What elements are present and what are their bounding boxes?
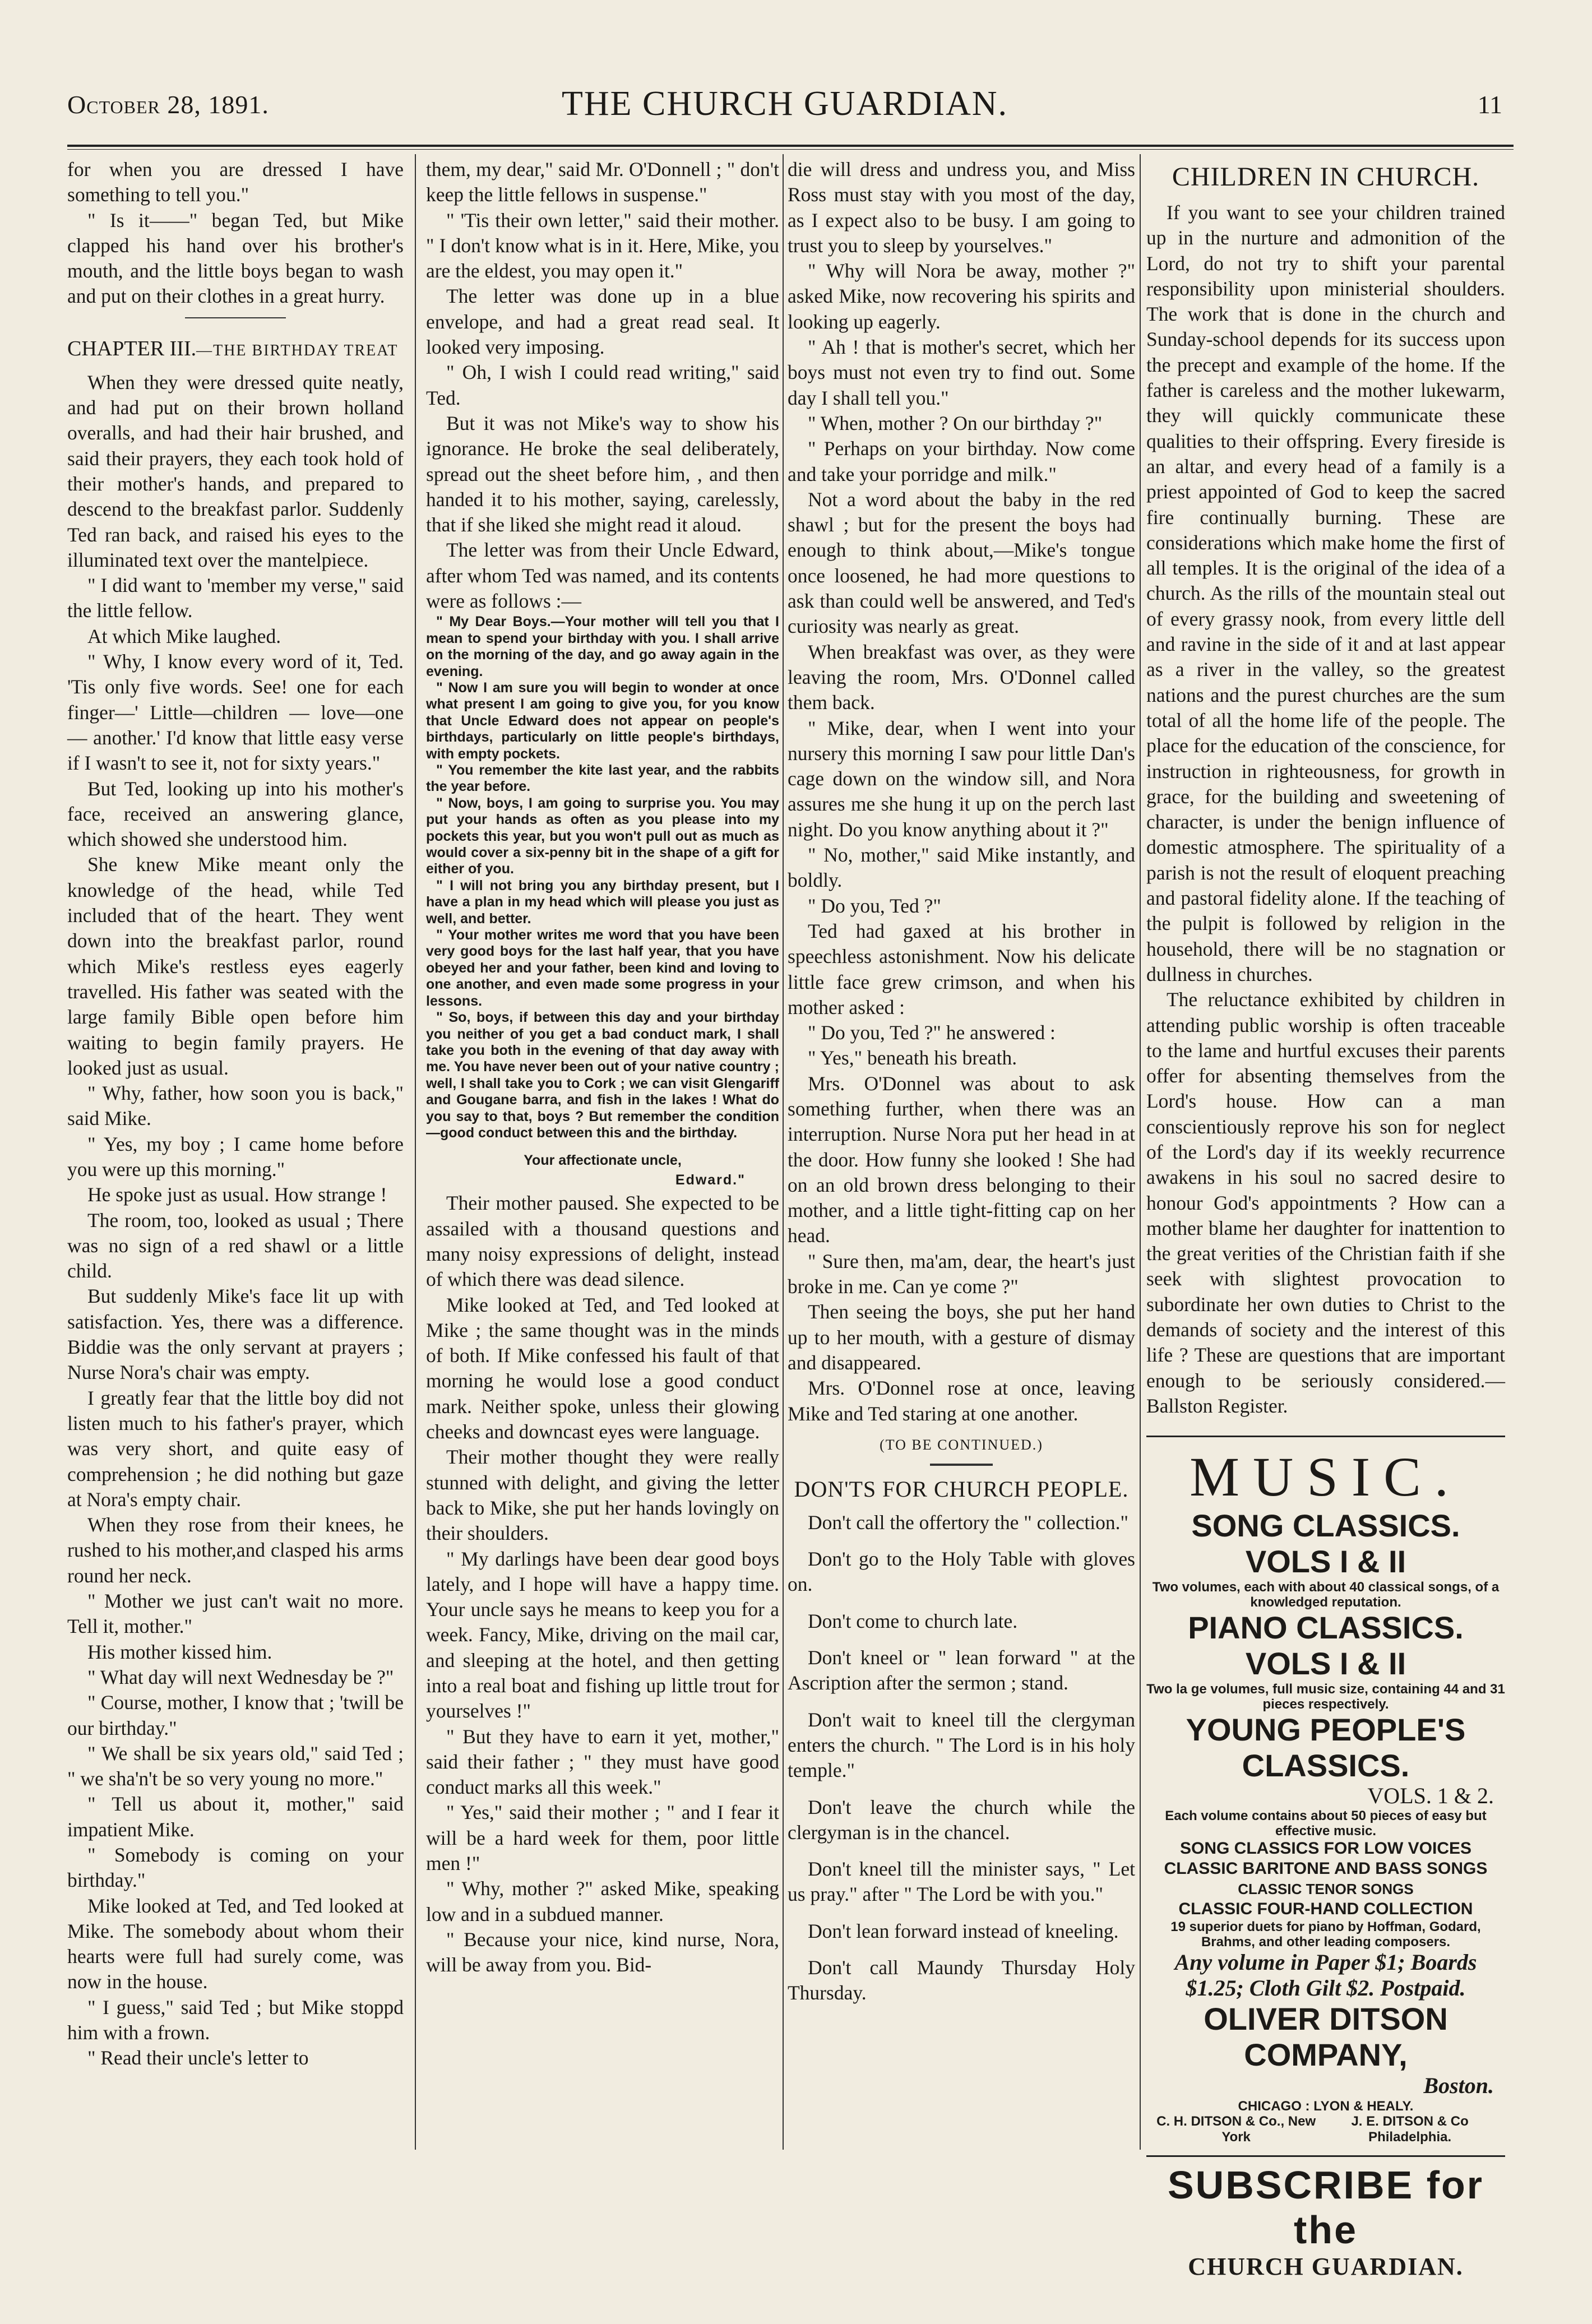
donts-heading: DON'TS FOR CHURCH PEOPLE. bbox=[794, 1476, 1129, 1502]
letter-paragraph: " My Dear Boys.—Your mother will tell you that I mean to spend your birthday with you. I shall arrive on the morning of the day, and go away again in the evening. bbox=[426, 614, 779, 679]
ad-line: CLASSIC TENOR SONGS bbox=[1238, 1881, 1414, 1898]
paragraph: " Do you, Ted ?" he answered : bbox=[808, 1021, 1056, 1044]
paragraph: " Yes, my boy ; I came home before you were up this morning." bbox=[67, 1132, 404, 1180]
paragraph: " When, mother ? On our birthday ?" bbox=[808, 411, 1103, 434]
ad-line: 19 superior duets for piano by Hoffman, Godard, Brahms, and other leading composers. bbox=[1170, 1919, 1481, 1950]
chapter-heading bbox=[67, 335, 404, 364]
paragraph: When they were dressed quite neatly, and had put on their brown holland overalls, and had their hair brushed, and said their prayers, they each took hold of their mother's hands, and prepared to descend to the breakfast parlor. Suddenly Ted ran back, and raised his eyes to the illuminated text over the mantelpiece. bbox=[67, 371, 404, 571]
paragraph: " No, mother," said Mike instantly, and boldly. bbox=[788, 844, 1135, 892]
column-4 bbox=[1146, 157, 1505, 2281]
column-divider bbox=[415, 154, 416, 2150]
paragraph: " 'Tis their own letter," said their mother. " I don't know what is in it. Here, Mike, you are the eldest, you may open it." bbox=[426, 209, 779, 283]
letter-paragraph: " I will not bring you any birthday present, but I have a plan in my head which will please you just as well, and better. bbox=[426, 877, 779, 927]
ad-line: CLASSIC FOUR-HAND COLLECTION bbox=[1178, 1900, 1473, 1919]
dont-item: Don't call Maundy Thursday Holy Thursday. bbox=[788, 1956, 1135, 2004]
dont-item: Don't come to church late. bbox=[808, 1609, 1018, 1632]
paragraph: But it was not Mike's way to show his ignorance. He broke the seal deliberately, spread out the sheet before him, , and then handed it to his mother, saying, carelessly, that if she liked she might read it aloud. bbox=[426, 411, 779, 536]
paragraph: " Mother we just can't wait no more. Tell it, mother." bbox=[67, 1590, 404, 1638]
paragraph: Their mother paused. She expected to be assailed with a thousand questions and many noisy expressions of delight, instead of which there was dead silence. bbox=[426, 1192, 779, 1291]
ad-line: Two volumes, each with about 40 classical songs, of a knowledged reputation. bbox=[1152, 1580, 1500, 1610]
letter-paragraph: " So, boys, if between this day and your birthday you neither of you get a bad conduct mark, I shall take you both in the evening of that day away with me. You have never been out of your native country ; well, I shall take you to Cork ; we can visit Glengariff and Gougane barra, and fish in the lakes ! What do you say to that, boys ? But remember the condition —good conduct between this and the birthday. bbox=[426, 1010, 779, 1141]
ad-line: SONG CLASSICS. VOLS I & II bbox=[1191, 1508, 1460, 1580]
paragraph: He spoke just as usual. How strange ! bbox=[87, 1183, 387, 1206]
column-3-story bbox=[788, 157, 1135, 2141]
paragraph: " I guess," said Ted ; but Mike stoppd him with a frown. bbox=[67, 1996, 404, 2044]
letter-signature: Edward." bbox=[675, 1172, 746, 1188]
dont-item: Don't call the offertory the " collection." bbox=[808, 1511, 1128, 1534]
issue-date: October 28, 1891. bbox=[67, 90, 269, 119]
paragraph: I greatly fear that the little boy did not listen much to his father's prayer, which was very short, and quite easy of comprehension ; he did nothing but gaze at Nora's empty chair. bbox=[67, 1386, 404, 1511]
header-rule bbox=[67, 145, 1514, 147]
dont-item: Don't kneel or " lean forward " at the Ascription after the sermon ; stand. bbox=[788, 1646, 1135, 1695]
paragraph: Not a word about the baby in the red shawl ; but for the present the boys had enough to think about,—Mike's tongue once loosened, he had more questions to ask than could well be answered, and Ted's curiosity was nearly as great. bbox=[788, 488, 1135, 638]
paragraph: " What day will next Wednesday be ?" bbox=[87, 1665, 394, 1688]
paragraph: The room, too, looked as usual ; There was no sign of a red shawl or a little child. bbox=[67, 1209, 404, 1283]
dont-item: Don't go to the Holy Table with gloves on. bbox=[788, 1548, 1135, 1596]
header-rule-thin bbox=[67, 149, 1514, 150]
chapter-number: CHAPTER III. bbox=[67, 336, 197, 360]
ad-line: YOUNG PEOPLE'S CLASSICS. bbox=[1186, 1712, 1466, 1784]
dont-item: Don't leave the church while the clergyman is in the chancel. bbox=[788, 1795, 1135, 1844]
paragraph: Mike looked at Ted, and Ted looked at Mike. The somebody about whom their hearts were full had surely come, was now in the house. bbox=[67, 1894, 404, 1993]
paragraph: " Yes," said their mother ; " and I fear it will be a hard week for them, poor little men !" bbox=[426, 1801, 779, 1875]
paragraph: When they rose from their knees, he rushed to his mother,and clasped his arms round her neck. bbox=[67, 1513, 404, 1587]
ornament-rule bbox=[930, 1464, 993, 1466]
paragraph: " Yes," beneath his breath. bbox=[808, 1047, 1017, 1070]
paragraph: " I did want to 'member my verse," said the little fellow. bbox=[67, 574, 404, 622]
ad-address-ny: C. H. DITSON & Co., New York bbox=[1156, 2114, 1316, 2145]
paragraph: for when you are dressed I have something to tell you." bbox=[67, 158, 404, 206]
paragraph: them, my dear," said Mr. O'Donnell ; " don't keep the little fellows in suspense." bbox=[426, 158, 779, 206]
ad-line: Two la ge volumes, full music size, containing 44 and 31 pieces respectively. bbox=[1146, 1682, 1505, 1712]
column-1-story bbox=[67, 157, 404, 2141]
paragraph: Ted had gaxed at his brother in speechless astonishment. Now his delicate little face grew crimson, and when his mother asked : bbox=[788, 919, 1135, 1019]
paragraph: " Why, father, how soon you is back," said Mike. bbox=[67, 1082, 404, 1130]
paragraph: Then seeing the boys, she put her hand up to her mouth, with a gesture of dismay and disappeared. bbox=[788, 1300, 1135, 1374]
ad-line: SONG CLASSICS FOR LOW VOICES bbox=[1179, 1839, 1472, 1858]
music-advertisement bbox=[1146, 1436, 1505, 2281]
paragraph: " Somebody is coming on your birthday." bbox=[67, 1844, 404, 1892]
ad-publisher: OLIVER DITSON COMPANY, bbox=[1204, 2001, 1448, 2073]
paragraph: " Oh, I wish I could read writing," said Ted. bbox=[426, 361, 779, 409]
ad-address-philadelphia: J. E. DITSON & Co Philadelphia. bbox=[1351, 2114, 1469, 2145]
paragraph: The letter was from their Uncle Edward, after whom Ted was named, and its contents were as follows :— bbox=[426, 539, 779, 613]
paragraph: If you want to see your children trained up in the nurture and admonition of the Lord, do not try to shift your parental responsibility upon ministerial shoulders. The work that is done in the church and Sunday-school depends for its success upon the precept and example of the home. If the father is careless and the mother lukewarm, they will quickly communicate these qualities to their offspring. Every fireside is an altar, and every head of a family is a priest appointed of God to keep the sacred fire continually burning. These are considerations which make home the first of all temples. It is the original of the idea of a church. As the rills of the mountain steal out of every grassy nook, from every little dell and ravine in the side of it and at last appear as a river in the valley, so the greatest nations and the purest churches are the sum total of all the home life of the people. The place for the education of the conscience, for instruction in righteousness, for growth in grace, for the building and sweetening of character, is under the benign influence of domestic atmosphere. The spirituality of a parish is not the result of eloquent preaching and pastoral fidelity alone. If the teaching of the pulpit is followed by religion in the household, there will be no stagnation or dullness in churches. bbox=[1146, 201, 1505, 985]
paragraph: " Ah ! that is mother's secret, which her boys must not even try to find out. Some day I shall tell you." bbox=[788, 336, 1135, 409]
paragraph: But Ted, looking up into his mother's face, received an answering glance, which showed she understood him. bbox=[67, 777, 404, 851]
paragraph: His mother kissed him. bbox=[87, 1640, 272, 1663]
paragraph: " My darlings have been dear good boys lately, and I hope will have a happy time. Your uncle says he means to keep you for a week. Fancy, Mike, driving on the mail car, and sleeping at the hotel, and then getting into a real boat and fishing up little trout for yourselves !" bbox=[426, 1547, 779, 1723]
paragraph: " Course, mother, I know that ; 'twill be our birthday." bbox=[67, 1691, 404, 1739]
subscribe-banner: SUBSCRIBE for the bbox=[1146, 2155, 1505, 2252]
paragraph: " Do you, Ted ?" bbox=[808, 894, 941, 917]
section-separator bbox=[185, 317, 286, 318]
chapter-title: —THE BIRTHDAY TREAT bbox=[196, 341, 399, 359]
column-divider bbox=[783, 154, 784, 2150]
letter-paragraph: " Your mother writes me word that you have been very good boys for the last half year, that you have obeyed her and your father, been kind and loving to one another, and even made some progress in your lessons. bbox=[426, 927, 779, 1009]
dont-item: Don't kneel till the minister says, " Let us pray." after " The Lord be with you." bbox=[788, 1858, 1135, 1906]
ad-music-title: MUSIC. bbox=[1190, 1446, 1462, 1508]
paragraph: At which Mike laughed. bbox=[87, 624, 281, 647]
paragraph: Mrs. O'Donnel rose at once, leaving Mike and Ted staring at one another. bbox=[788, 1377, 1135, 1425]
paragraph: But suddenly Mike's face lit up with satisfaction. Yes, there was a difference. Biddie was the only servant at prayers ; Nurse Nora's chair was empty. bbox=[67, 1285, 404, 1384]
page-number: 11 bbox=[1477, 90, 1502, 119]
paragraph: " But they have to earn it yet, mother," said their father ; " they must have good conduct marks all this week." bbox=[426, 1725, 779, 1799]
dont-item: Don't wait to kneel till the clergyman enters the church. " The Lord is in his holy temple." bbox=[788, 1708, 1135, 1782]
uncle-letter bbox=[426, 614, 779, 1141]
page-header bbox=[67, 84, 1502, 146]
letter-closing: Your affectionate uncle, bbox=[524, 1152, 682, 1169]
paragraph: " Why, mother ?" asked Mike, speaking low and in a subdued manner. bbox=[426, 1877, 779, 1925]
paragraph: Mike looked at Ted, and Ted looked at Mike ; the same thought was in the minds of both. If Mike confessed his fault of that morning he would lose a good conduct mark. Neither spoke, unless their glowing cheeks and downcast eyes were language. bbox=[426, 1293, 779, 1443]
paragraph: die will dress and undress you, and Miss Ross must stay with you most of the day, as I expect also to be busy. I am going to trust you to sleep by yourselves." bbox=[788, 158, 1135, 257]
masthead-title: THE CHURCH GUARDIAN. bbox=[561, 85, 1008, 123]
ad-line: Each volume contains about 50 pieces of easy but effective music. bbox=[1165, 1808, 1487, 1839]
ad-addresses bbox=[1146, 2114, 1505, 2145]
letter-paragraph: " Now, boys, I am going to surprise you. You may put your hands as often as you please into my pockets this year, but you won't pull out as much as would cover a six-penny bit in the shape of a gift for either of you. bbox=[426, 795, 779, 877]
ad-line: CHICAGO : LYON & HEALY. bbox=[1238, 2099, 1414, 2114]
column-divider bbox=[1140, 154, 1141, 2150]
paragraph: " We shall be six years old," said Ted ; " we sha'n't be so very young no more." bbox=[67, 1742, 404, 1790]
children-in-church-heading: CHILDREN IN CHURCH. bbox=[1172, 162, 1480, 192]
paragraph: " Is it——" began Ted, but Mike clapped his hand over his brother's mouth, and the little boys began to wash and put on their clothes in a great hurry. bbox=[67, 209, 404, 308]
paragraph: " Why, I know every word of it, Ted. 'Tis only five words. See! one for each finger—' Little—children — love—one — another.' I'd know that little easy verse if I wasn't to see it, not for sixty years." bbox=[67, 650, 404, 775]
ad-line: PIANO CLASSICS. VOLS I & II bbox=[1188, 1610, 1464, 1682]
paragraph: When breakfast was over, as they were leaving the room, Mrs. O'Donnel called them back. bbox=[788, 640, 1135, 714]
dont-item: Don't lean forward instead of kneeling. bbox=[808, 1919, 1119, 1942]
paragraph: " Mike, dear, when I went into your nursery this morning I saw pour little Dan's cage down on the window sill, and Nora assures me she hung it up on the perch last night. Do you know anything about it ?" bbox=[788, 716, 1135, 841]
paragraph: " Because your nice, kind nurse, Nora, will be away from you. Bid- bbox=[426, 1928, 779, 1976]
paragraph: " Perhaps on your birthday. Now come and take your porridge and milk." bbox=[788, 437, 1135, 485]
paragraph: Mrs. O'Donnel was about to ask something further, when there was an interruption. Nurse Nora put her head in at the door. How funny she looked ! She had on an old brown dress belonging to their mother, and a little tight-fitting cap on her head. bbox=[788, 1072, 1135, 1247]
paragraph: The letter was done up in a blue envelope, and had a great read seal. It looked very imposing. bbox=[426, 285, 779, 359]
ad-city: Boston. bbox=[1423, 2073, 1494, 2099]
letter-paragraph: " Now I am sure you will begin to wonder at once what present I am going to give you, for you know that Uncle Edward does not appear on people's birthdays, particularly on little people's birthdays, with empty pockets. bbox=[426, 679, 779, 762]
paragraph: Their mother thought they were really stunned with delight, and giving the letter back to Mike, she put her hands lovingly on their shoulders. bbox=[426, 1446, 779, 1545]
letter-paragraph: " You remember the kite last year, and the rabbits the year before. bbox=[426, 762, 779, 795]
paragraph: " Sure then, ma'am, dear, the heart's just broke in me. Can ye come ?" bbox=[788, 1249, 1135, 1298]
paragraph: The reluctance exhibited by children in attending public worship is often traceable to the lame and hurtful excuses their parents offer for absenting themselves from the Lord's house. How can a man conscientiously reprove his son for neglect of the Lord's day if its weekly recurrence awakens in his soul no sacred desire to honour God's appointments ? How can a mother blame her daughter for inattention to the great verities of the Christian faith if she seek with slightest provocation to subordinate her own duties to Christ to the demands of society and the interest of this life ? These are questions that are important enough to be seriously considered.—Ballston Register. bbox=[1146, 988, 1505, 1417]
paragraph: " Why will Nora be away, mother ?" asked Mike, now recovering his spirits and looking up eagerly. bbox=[788, 260, 1135, 333]
paragraph: " Tell us about it, mother," said impatient Mike. bbox=[67, 1793, 404, 1841]
subscribe-paper-name: CHURCH GUARDIAN. bbox=[1188, 2253, 1464, 2281]
ad-prices: Any volume in Paper $1; Boards $1.25; Cloth Gilt $2. Postpaid. bbox=[1174, 1950, 1477, 2001]
paragraph: " Read their uncle's letter to bbox=[87, 2047, 309, 2070]
paragraph: She knew Mike meant only the knowledge of the head, while Ted included that of the heart. They went down into the breakfast parlor, round which Mike's restless eyes eagerly travelled. His father was seated with the large family Bible open before him waiting to begin family prayers. He looked just as usual. bbox=[67, 853, 404, 1079]
to-be-continued: (TO BE CONTINUED.) bbox=[880, 1436, 1043, 1453]
ad-line: VOLS. 1 & 2. bbox=[1367, 1783, 1494, 1809]
ad-line: CLASSIC BARITONE AND BASS SONGS bbox=[1164, 1859, 1488, 1878]
column-2-story bbox=[426, 157, 779, 2141]
